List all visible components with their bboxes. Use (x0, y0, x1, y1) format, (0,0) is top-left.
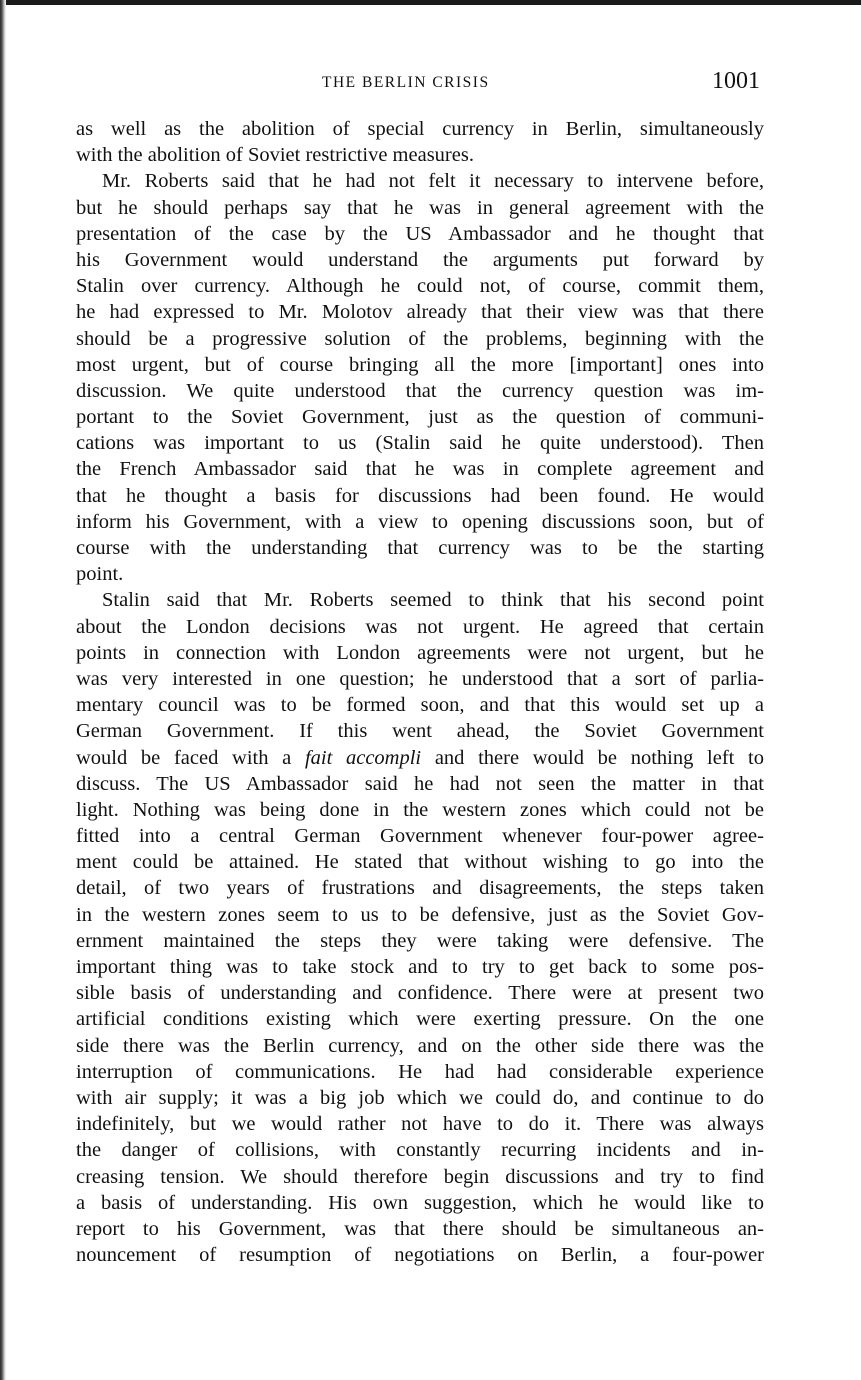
text-line: point. (76, 563, 124, 586)
text-line: as well as the abolition of special currency in Berlin, simultaneously (76, 118, 764, 140)
text-line: discussion. We quite understood that the currency question was im- (76, 379, 764, 402)
page-left-edge (0, 0, 6, 1380)
text-line: report to his Government, was that there should be simultaneous an- (76, 1217, 764, 1240)
text-line: important thing was to take stock and to try to get back to some pos- (76, 956, 764, 978)
text-line: should be a progressive solution of the problems, beginning with the (76, 327, 764, 350)
text-line: his Government would understand the arguments put forward by (76, 248, 764, 271)
text-line: German Government. If this went ahead, the Soviet Government (76, 720, 764, 743)
text-line: artificial conditions existing which were exerting pressure. On the one (76, 1008, 764, 1031)
text-line: portant to the Soviet Government, just as the question of communi- (76, 406, 764, 429)
text-line: with air supply; it was a big job which we could do, and continue to do (76, 1086, 764, 1109)
text-line: creasing tension. We should therefore begin discussions and try to find (76, 1165, 764, 1188)
text-line: the danger of collisions, with constantly recurring incidents and in- (76, 1139, 764, 1162)
paragraph-start-line: Mr. Roberts said that he had not felt it necessary to intervene before, (102, 170, 764, 193)
top-edge-rule (0, 0, 861, 5)
text-line: about the London decisions was not urgent. He agreed that certain (76, 615, 764, 638)
text-line: ernment maintained the steps they were taking were defensive. The (76, 929, 764, 952)
italic-phrase: fait accompli (304, 746, 422, 769)
text-line: with the abolition of Soviet restrictive measures. (76, 144, 474, 167)
text-line: Stalin over currency. Although he could not, of course, commit them, (76, 275, 764, 298)
text-line: but he should perhaps say that he was in general agreement with the (76, 196, 764, 219)
text-line: sible basis of understanding and confidence. There were at present two (76, 982, 764, 1005)
text-line: a basis of understanding. His own suggestion, which he would like to (76, 1191, 764, 1214)
page-number: 1001 (712, 68, 760, 94)
text-line: was very interested in one question; he understood that a sort of parlia- (76, 667, 764, 690)
text-fragment: would be faced with a (76, 746, 292, 769)
text-line: fitted into a central German Government whenever four-power agree- (76, 825, 764, 848)
running-head-title: THE BERLIN CRISIS (322, 74, 490, 91)
text-line: side there was the Berlin currency, and on the other side there was the (76, 1034, 764, 1057)
text-line: in the western zones seem to us to be defensive, just as the Soviet Gov- (76, 903, 764, 926)
text-fragment: and there would be nothing left to (434, 746, 764, 769)
text-line: cations was important to us (Stalin said he quite understood). Then (76, 432, 764, 455)
body-text (76, 116, 764, 1268)
text-line: points in connection with London agreements were not urgent, but he (76, 641, 764, 664)
text-line: mentary council was to be formed soon, and that this would set up a (76, 694, 764, 717)
text-line: the French Ambassador said that he was in complete agreement and (76, 458, 764, 481)
text-line: ment could be attained. He stated that without wishing to go into the (76, 851, 764, 874)
text-line: most urgent, but of course bringing all the more [important] ones into (76, 353, 764, 376)
text-line: inform his Government, with a view to opening discussions soon, but of (76, 510, 764, 533)
text-line: light. Nothing was being done in the western zones which could not be (76, 798, 764, 821)
text-line: detail, of two years of frustrations and disagreements, the steps taken (76, 877, 764, 900)
text-line: that he thought a basis for discussions had been found. He would (76, 484, 764, 507)
text-line: discuss. The US Ambassador said he had not seen the matter in that (76, 772, 764, 795)
text-line: he had expressed to Mr. Molotov already that their view was that there (76, 301, 764, 324)
text-line: nouncement of resumption of negotiations on Berlin, a four-power (76, 1244, 764, 1267)
text-line: course with the understanding that currency was to be the starting (76, 537, 764, 559)
text-line: presentation of the case by the US Ambassador and he thought that (76, 222, 764, 245)
paragraph-start-line: Stalin said that Mr. Roberts seemed to think that his second point (102, 589, 764, 612)
text-line: indefinitely, but we would rather not have to do it. There was always (76, 1113, 764, 1136)
text-line: interruption of communications. He had had considerable experience (76, 1060, 764, 1083)
text-line-with-italic (76, 745, 764, 771)
